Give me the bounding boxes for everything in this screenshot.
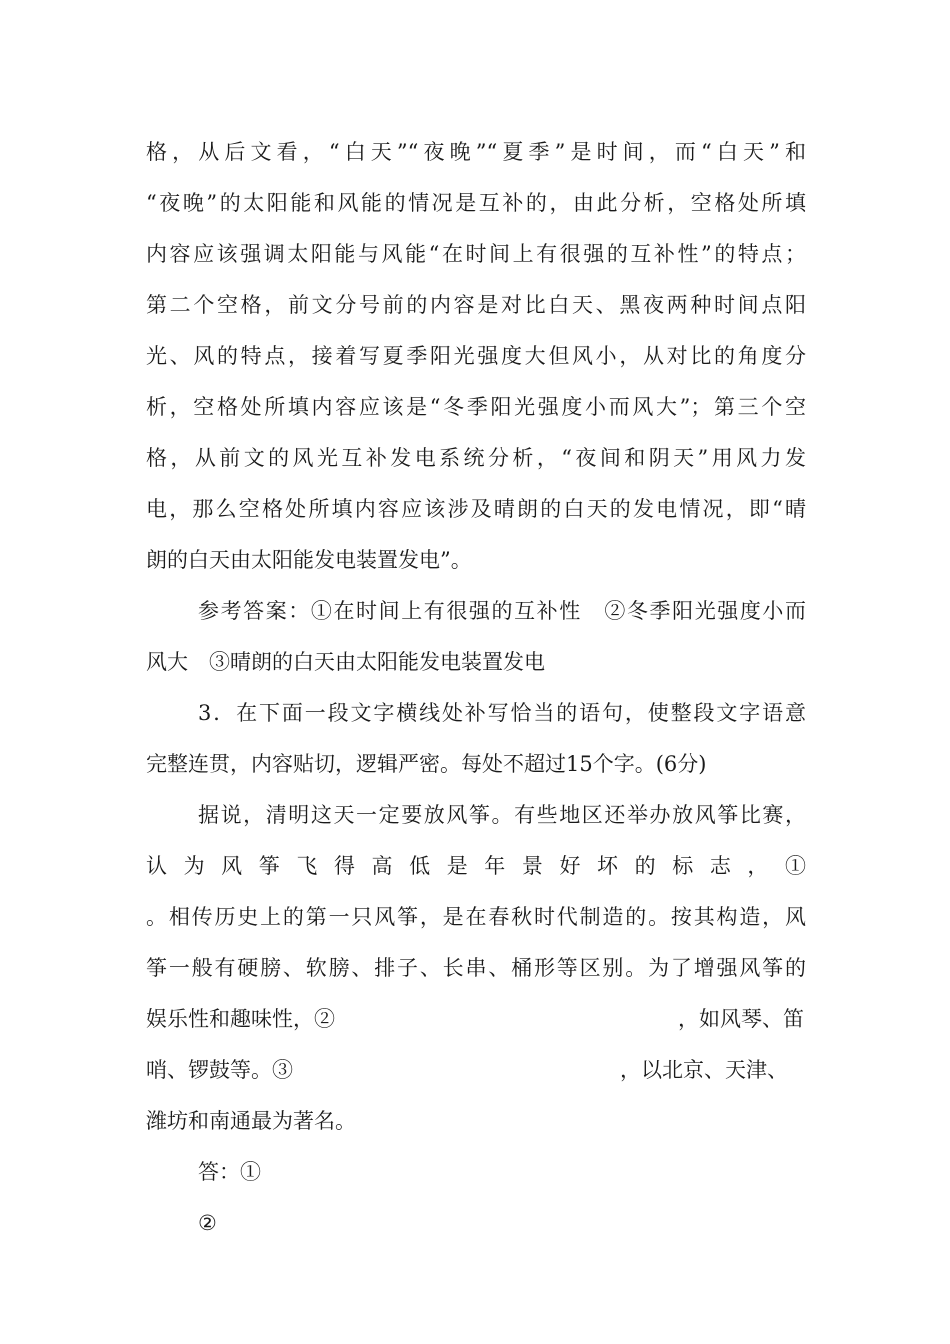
text-line: 第二个空格，前文分号前的内容是对比白天、黑夜两种时间点阳 [146,293,806,317]
passage-text: 娱乐性和趣味性，② [146,1007,335,1031]
passage-line: 。相传历史上的第一只风筝，是在春秋时代制造的。按其构造，风 [146,905,806,929]
text-line: 朗的白天由太阳能发电装置发电”。 [146,548,472,572]
text-line: 电，那么空格处所填内容应该涉及晴朗的白天的发电情况，即“晴 [146,497,806,521]
passage-text: ，如风琴、笛 [678,1007,804,1031]
question-line: 完整连贯，内容贴切，逻辑严密。每处不超过15个字。(6分) [146,752,707,776]
passage-text: ，以北京、天津、 [620,1058,788,1082]
passage-line: 据说，清明这天一定要放风筝。有些地区还举办放风筝比赛， [198,803,806,827]
answer-line: 参考答案：①在时间上有很强的互补性 ②冬季阳光强度小而 [198,599,806,623]
passage-line: 筝一般有硬膀、软膀、排子、长串、桶形等区别。为了增强风筝的 [146,956,806,980]
answer-label: 答：① [198,1160,261,1184]
text-line: 内容应该强调太阳能与风能“在时间上有很强的互补性”的特点； [146,242,806,266]
passage-line [146,1056,806,1084]
answer-label: ② [198,1211,217,1235]
question-line: 3．在下面一段文字横线处补写恰当的语句，使整段文字语意 [198,701,806,725]
passage-text: 哨、锣鼓等。③ [146,1058,293,1082]
passage-line: 认为风筝飞得高低是年景好坏的标志，① [146,854,806,878]
text-line: “夜晚”的太阳能和风能的情况是互补的，由此分析，空格处所填 [146,191,806,215]
text-line: 格，从后文看，“白天”“夜晚”“夏季”是时间，而“白天”和 [146,140,806,164]
text-line: 光、风的特点，接着写夏季阳光强度大但风小，从对比的角度分 [146,344,806,368]
text-line: 格，从前文的风光互补发电系统分析，“夜间和阴天”用风力发 [146,446,806,470]
passage-line [146,1005,806,1033]
answer-line: 风大 ③晴朗的白天由太阳能发电装置发电 [146,650,545,674]
text-line: 析，空格处所填内容应该是“冬季阳光强度小而风大”；第三个空 [146,395,806,419]
passage-line: 潍坊和南通最为著名。 [146,1109,356,1133]
